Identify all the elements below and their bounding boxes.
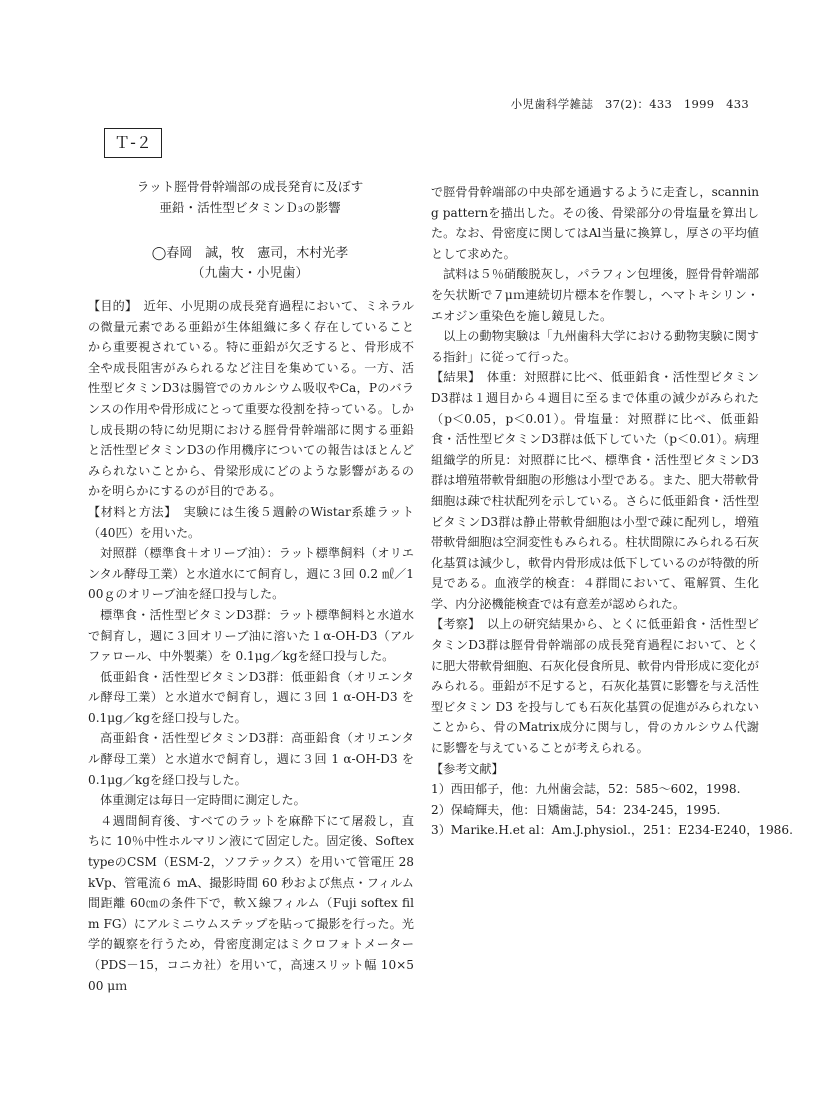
paragraph-high-zinc-group: 高亜鉛食・活性型ビタミンD3群：高亜鉛食（オリエンタル酵母工業）と水道水で飼育し，週に３回 1 α-OH-D3 を0.1μg／kgを経口投与した。 bbox=[88, 731, 414, 787]
paragraph-purpose: 【目的】 近年、小児期の成長発育過程において、ミネラルの微量元素である亜鉛が生体組織に多く存在していることから重要視されている。特に亜鉛が欠乏すると、骨形成不全や成長阻害がみられるなど注目を集めている。一方、活性型ビタミンD3は腸管でのカルシウム吸収やCa，Pのバランスの作用や骨形成にとって重要な役割を持っている。しかし成長期の特に幼児期における脛骨骨幹端部に関する亜鉛と活性型ビタミンD3の作用機序についての報告はほとんどみられないことから、骨梁形成にどのような影響があるのかを明らかにするのが目的である。 bbox=[88, 299, 414, 499]
title-line-2: 亜鉛・活性型ビタミンＤ₃の影響 bbox=[159, 200, 341, 215]
title-line-1: ラット脛骨骨幹端部の成長発育に及ぼす bbox=[136, 179, 364, 194]
right-column bbox=[431, 182, 793, 841]
reference-item: 2）保崎輝夫，他：日矯歯誌，54：234-245，1995. bbox=[431, 802, 721, 817]
journal-header: 小児歯科学雑誌 37(2)：433 1999 433 bbox=[510, 97, 749, 111]
affiliation: （九歯大・小児歯） bbox=[191, 266, 309, 281]
references-heading: 【参考文献】 bbox=[431, 761, 504, 776]
reference-item: 1）西田郁子，他：九州歯会誌，52：585～602，1998. bbox=[431, 782, 741, 797]
paragraph-control-group: 対照群（標準食＋オリーブ油）：ラット標準飼料（オリエンタル酵母工業）と水道水にて飼育し，週に３回 0.2 ㎖／100ｇのオリーブ油を経口投与した。 bbox=[88, 546, 414, 602]
paragraph-standard-group: 標準食・活性型ビタミンD3群：ラット標準飼料と水道水で飼育し，週に３回オリーブ油に溶いた１α-OH-D3（アルファロール、中外製薬）を 0.1μg／kgを経口投与した。 bbox=[88, 607, 414, 664]
paragraph-scanning: で脛骨骨幹端部の中央部を通過するように走査し，scanning patternを描出した。その後、骨梁部分の骨塩量を算出した。なお、骨密度に関してはAl当量に換算し，厚さの平均値として求めた。 bbox=[431, 185, 759, 261]
paragraph-methods: 【材料と方法】 実験には生後５週齢のWistar系雄ラット（40匹）を用いた。 bbox=[88, 504, 414, 540]
paragraph-results: 【結果】 体重：対照群に比べ、低亜鉛食・活性型ビタミンD3群は１週目から４週目に至るまで体重の減少がみられた（p＜0.05，p＜0.01）。骨塩量：対照群に比べ、低亜鉛食・活性型ビタミンD3群は低下していた（p＜0.01）。病理組織学的所見：対照群に比べ、標準食・活性型ビタミンD3群は増殖帯軟骨細胞の形態は小型である。また、肥大帯軟骨細胞は疎で柱状配列を示している。さらに低亜鉛食・活性型ビタミンD3群は静止帯軟骨細胞は小型で疎に配列し，増殖帯軟骨細胞は空洞変性もみられる。柱状間隙にみられる石灰化基質は減少し，軟骨内骨形成は低下しているのが特徴的所見である。血液学的検査：４群間において、電解質、生化学、内分泌機能検査では有意差が認められた。 bbox=[431, 370, 759, 611]
paragraph-histology: 試料は５％硝酸脱灰し，パラフィン包埋後，脛骨骨幹端部を矢状断で７μｍ連続切片標本を作製し，ヘマトキシリン・エオジン重染色を施し鏡見した。 bbox=[431, 267, 759, 323]
paragraph-guidelines: 以上の動物実験は「九州歯科大学における動物実験に関する指針」に従って行った。 bbox=[431, 329, 759, 364]
paragraph-low-zinc-group: 低亜鉛食・活性型ビタミンD3群：低亜鉛食（オリエンタル酵母工業）と水道水で飼育し，週に３回 1 α-OH-D3 を0.1μg／kgを経口投与した。 bbox=[88, 669, 414, 725]
presentation-code-box: Ｔ-２ bbox=[104, 128, 162, 158]
paragraph-procedure: ４週間飼育後、すべてのラットを麻酔下にて屠殺し，直ちに 10％中性ホルマリン液にて固定した。固定後、Softex typeのCSM（ESM-2，ソフテックス）を用いて管電圧 28kVp、管電流６ mA、撮影時間 60 秒および焦点・フィルム間距離 60㎝の条件下で，軟Ｘ線フィルム（Fuji softex film FG）にアルミニウムステップを貼って撮影を行った。光学的観察を行うため，骨密度測定はミクロフォトメーター（PDS－15，コニカ社）を用いて，高速スリット幅 10×500 μｍ bbox=[88, 813, 414, 993]
paragraph-weight: 体重測定は毎日一定時間に測定した。 bbox=[100, 793, 306, 808]
authors-block bbox=[90, 244, 410, 284]
left-column bbox=[88, 296, 414, 996]
title-block bbox=[90, 176, 410, 284]
reference-item: 3）Marike.H.et al：Am.J.physiol.，251：E234-E240，1986. bbox=[431, 823, 793, 838]
authors: ◯春岡 誠，牧 憲司，木村光孝 bbox=[151, 246, 349, 261]
paragraph-discussion: 【考察】 以上の研究結果から、とくに低亜鉛食・活性型ビタミンD3群は脛骨骨幹端部の成長発育過程において、とくに肥大帯軟骨細胞、石灰化侵食所見、軟骨内骨形成に変化がみられる。亜鉛が不足すると，石灰化基質に影響を与え活性型ビタミン D3 を投与しても石灰化基質の促進がみられないことから、骨のMatrix成分に関与し，骨のカルシウム代謝に影響を与えていることが考えられる。 bbox=[431, 617, 759, 756]
